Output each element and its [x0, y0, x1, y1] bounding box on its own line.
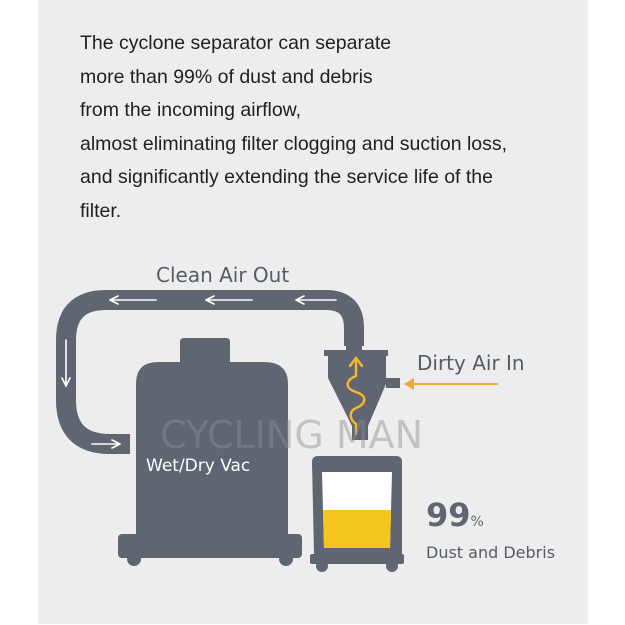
watermark: CYCLING MAN — [160, 413, 424, 457]
description-line: The cyclone separator can separate — [80, 32, 392, 54]
dust-fill — [323, 510, 391, 548]
description-line: almost eliminating filter clogging and suction loss, — [80, 132, 508, 155]
dust-bin — [310, 456, 404, 572]
clean-air-label: Clean Air Out — [156, 263, 290, 287]
description-line: more than 99% of dust and debris — [80, 65, 373, 88]
percent-value — [426, 496, 484, 534]
percent-sign: % — [470, 514, 484, 530]
description-line: from the incoming airflow, — [80, 99, 302, 122]
dirty-air-label: Dirty Air In — [417, 351, 525, 375]
inlet-arrow-icon — [404, 378, 498, 390]
description-line: filter. — [80, 199, 122, 222]
description-line: and significantly extending the service life of the — [80, 166, 493, 189]
percent-number: 99 — [426, 496, 471, 534]
percent-caption: Dust and Debris — [426, 543, 556, 562]
vacuum-label: Wet/Dry Vac — [146, 456, 251, 476]
